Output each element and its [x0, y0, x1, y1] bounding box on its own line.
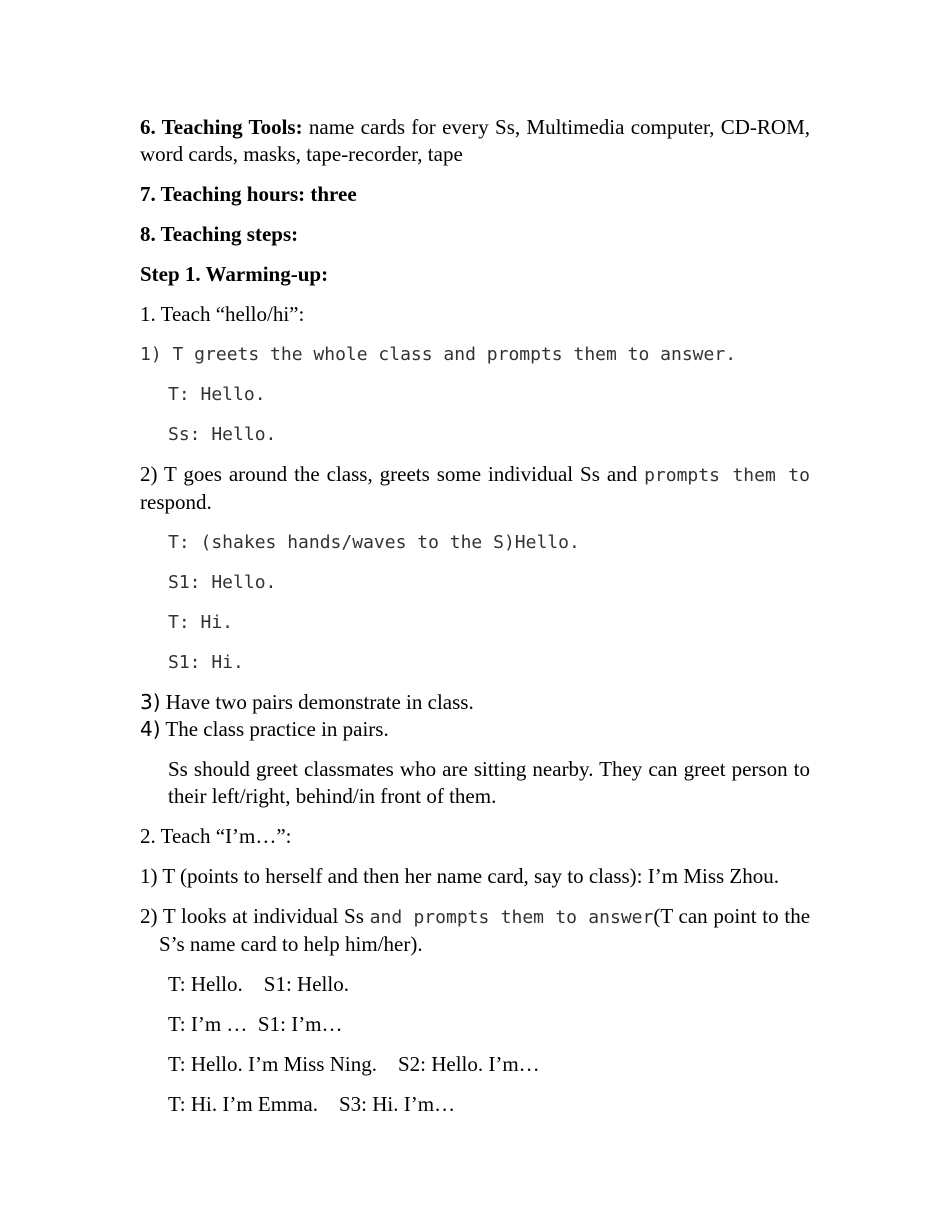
dialogue-line: T: Hi. I’m Emma. S3: Hi. I’m… — [168, 1092, 456, 1116]
teach-im-item-2: 2) T looks at individual Ss and prompts them to answer(T can point to the S’s name card to help him/her). — [140, 904, 811, 956]
teach-im-heading: 2. Teach “I’m…”: — [140, 824, 292, 848]
teaching-tools-text: name cards for every Ss, Multimedia computer, CD-ROM, word cards, masks, tape-recorder, tape — [140, 115, 810, 166]
pair-practice-note: Ss should greet classmates who are sitting nearby. They can greet person to their left/right, behind/in front of them. — [168, 757, 810, 808]
dialogue-line: S1: Hi. — [168, 652, 244, 673]
dialogue-line: T: Hello. — [168, 384, 266, 405]
teaching-tools-paragraph — [140, 114, 810, 168]
dialogue-line: T: Hi. — [168, 612, 234, 633]
step1-heading: Step 1. Warming-up: — [140, 262, 329, 286]
teaching-tools-label: 6. Teaching Tools: — [140, 115, 303, 139]
dialogue-line: T: (shakes hands/waves to the S)Hello. — [168, 532, 580, 553]
teach-hello-item-2: 2) T goes around the class, greets some individual Ss and prompts them to respond. — [140, 462, 810, 514]
dialogue-line: S1: Hello. — [168, 572, 277, 593]
teach-hello-item-4: 4) The class practice in pairs. — [140, 717, 389, 741]
dialogue-line: Ss: Hello. — [168, 424, 277, 445]
teach-hello-heading: 1. Teach “hello/hi”: — [140, 302, 305, 326]
teach-hello-item-1: 1) T greets the whole class and prompts them to answer. — [140, 344, 737, 365]
teaching-hours-heading: 7. Teaching hours: three — [140, 182, 357, 206]
dialogue-line: T: Hello. S1: Hello. — [168, 972, 349, 996]
dialogue-line: T: I’m … S1: I’m… — [168, 1012, 343, 1036]
document-page — [140, 114, 810, 1131]
teach-hello-item-3: 3) Have two pairs demonstrate in class. — [140, 690, 474, 714]
teach-im-item-1: 1) T (points to herself and then her name card, say to class): I’m Miss Zhou. — [140, 864, 779, 888]
dialogue-line: T: Hello. I’m Miss Ning. S2: Hello. I’m… — [168, 1052, 540, 1076]
teaching-steps-heading: 8. Teaching steps: — [140, 222, 299, 246]
